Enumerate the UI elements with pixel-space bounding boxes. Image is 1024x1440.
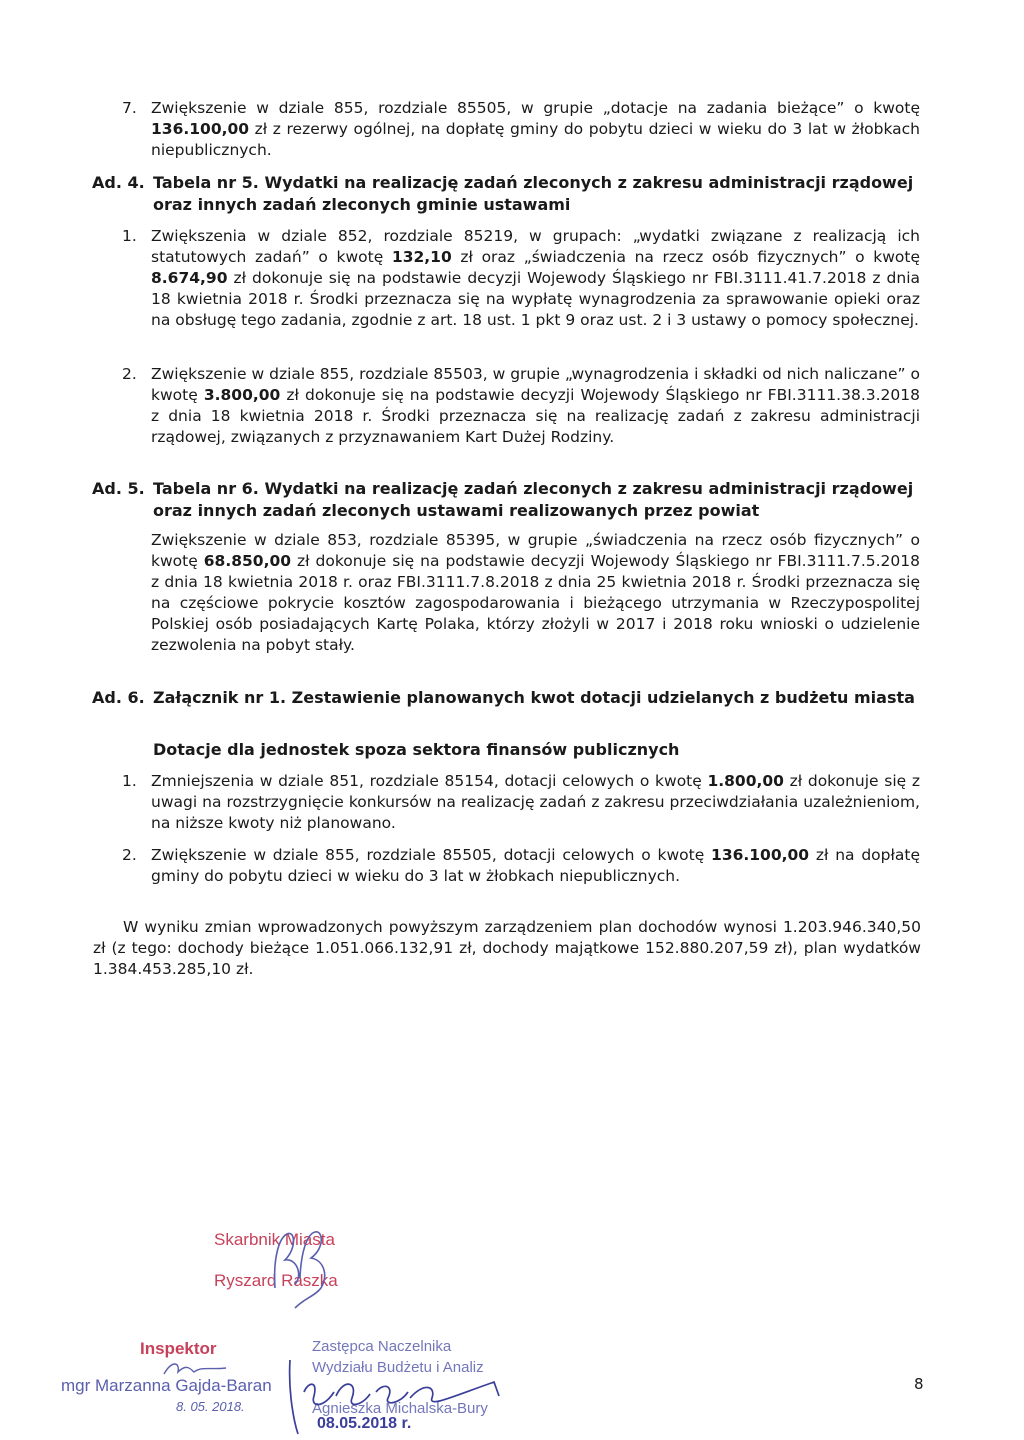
text-part: Zwiększenie w dziale 855, rozdziale 85505, w grupie „dotacje na zadania bieżące” o kwotę — [151, 99, 920, 117]
section-label: Ad. 5. — [92, 479, 145, 498]
inspektor-title: Inspektor — [140, 1339, 217, 1358]
item-text — [151, 98, 920, 161]
skarbnik-signature — [245, 1218, 345, 1314]
ad4-item-2 — [122, 364, 920, 448]
amount: 8.674,90 — [151, 269, 228, 287]
inspektor-date: 8. 05. 2018. — [176, 1399, 245, 1414]
item-text — [151, 226, 920, 331]
item-7 — [122, 98, 920, 161]
section-title: Tabela nr 5. Wydatki na realizację zadań zleconych z zakresu administracji rządowej oraz innych zadań zleconych gminie ustawami — [153, 173, 914, 214]
inspektor-name: mgr Marzanna Gajda-Baran — [61, 1376, 272, 1395]
amount: 136.100,00 — [151, 120, 250, 138]
ad5-paragraph — [151, 530, 920, 656]
text-part: zł dokonuje się na podstawie decyzji Wojewody Śląskiego nr FBI.3111.7.5.2018 z dnia 18 kwietnia 2018 r. oraz FBI.3111.7.8.2018 z dnia 25 kwietnia 2018 r. Środki przeznacza się na częściowe pokrycie kosztów zagospodarowania i bieżącego utrzymania w Rzeczypospolitej Polskiej osób posiadających Kartę Polaka, którzy złożyli w 2017 i 2018 roku wnioski o udzielenie zezwolenia na pobyt stały. — [151, 552, 920, 654]
stamp-line: Zastępca Naczelnika — [312, 1338, 452, 1355]
item-number: 7. — [122, 99, 137, 117]
summary-paragraph: W wyniku zmian wprowadzonych powyższym zarządzeniem plan dochodów wynosi 1.203.946.340,50 zł (z tego: dochody bieżące 1.051.066.132,91 zł, dochody majątkowe 152.880.207,59 zł), plan wydatków 1.384.453.285,10 zł. — [93, 918, 921, 978]
section-heading-ad5 — [92, 478, 922, 522]
text-part: Zmniejszenia w dziale 851, rozdziale 85154, dotacji celowych o kwotę — [151, 772, 708, 790]
ad6-item-2 — [122, 845, 920, 887]
stamp-line: Ryszard Raszka — [214, 1271, 338, 1290]
amount: 132,10 — [391, 248, 452, 266]
amount: 136.100,00 — [711, 846, 810, 864]
section-label: Ad. 6. — [92, 688, 145, 707]
text-part: zł dokonuje się na podstawie decyzji Wojewody Śląskiego nr FBI.3111.38.3.2018 z dnia 18 kwietnia 2018 r. Środki przeznacza się na realizację zadań z zakresu administracji rządowej, związanych z przyznawaniem Kart Dużej Rodziny. — [151, 386, 920, 446]
section-label: Ad. 4. — [92, 173, 145, 192]
text-part: zł dokonuje się z uwagi na rozstrzygnięcie konkursów na realizację zadań z zakresu przeciwdziałania uzależnieniom, na niższe kwoty niż planowano. — [151, 772, 920, 832]
text-part: zł z rezerwy ogólnej, na dopłatę gminy do pobytu dzieci w wieku do 3 lat w żłobkach niepublicznych. — [151, 120, 920, 159]
stamp-line: Skarbnik Miasta — [214, 1230, 335, 1249]
text-part: Zwiększenie w dziale 855, rozdziale 85505, dotacji celowych o kwotę — [151, 846, 712, 864]
amount: 1.800,00 — [707, 772, 784, 790]
item-text — [151, 771, 920, 834]
text-part: zł na dopłatę gminy do pobytu dzieci w wieku do 3 lat w żłobkach niepublicznych. — [151, 846, 920, 885]
zastepca-date: 08.05.2018 r. — [317, 1415, 412, 1432]
text-part: zł dokonuje się na podstawie decyzji Wojewody Śląskiego nr FBI.3111.41.7.2018 z dnia 18 kwietnia 2018 r. Środki przeznacza się na wypłatę wynagrodzenia za sprawowanie opieki oraz na obsługę tego zadania, zgodnie z art. 18 ust. 1 pkt 9 oraz ust. 2 i 3 ustawy o pomocy społecznej. — [151, 269, 920, 329]
item-number: 1. — [122, 227, 137, 245]
section-title: Tabela nr 6. Wydatki na realizację zadań zleconych z zakresu administracji rządowej oraz innych zadań zleconych ustawami realizowanych przez powiat — [153, 479, 914, 520]
item-text — [151, 845, 920, 887]
item-number: 2. — [122, 846, 137, 864]
item-number: 1. — [122, 772, 137, 790]
item-text — [151, 364, 920, 448]
amount: 3.800,00 — [203, 386, 281, 404]
stamp-line: Wydziału Budżetu i Analiz — [312, 1359, 484, 1376]
paragraph-text — [151, 530, 920, 656]
text-part: Zwiększenie w dziale 853, rozdziale 85395, w grupie „świadczenia na rzecz osób fizycznych” o kwotę — [151, 531, 920, 570]
section-title: Załącznik nr 1. Zestawienie planowanych kwot dotacji udzielanych z budżetu miasta — [153, 688, 915, 707]
section-heading-ad6 — [92, 687, 922, 709]
text-part: Zwiększenie w dziale 855, rozdziale 85503, w grupie „wynagrodzenia i składki od nich naliczane” o kwotę — [151, 365, 920, 404]
page-number: 8 — [914, 1375, 924, 1393]
amount: 68.850,00 — [203, 552, 292, 570]
text-part: zł oraz „świadczenia na rzecz osób fizycznych” o kwotę — [451, 248, 920, 266]
stamp-line: Agnieszka Michalska-Bury — [312, 1400, 488, 1417]
ad4-item-1 — [122, 226, 920, 331]
text-part: Zwiększenia w dziale 852, rozdziale 85219, w grupach: „wydatki związane z realizacją ich statutowych zadań” o kwotę — [151, 227, 920, 266]
item-number: 2. — [122, 365, 137, 383]
ad6-item-1 — [122, 771, 920, 834]
section-subtitle: Dotacje dla jednostek spoza sektora finansów publicznych — [153, 740, 680, 759]
section-heading-ad4 — [92, 172, 922, 216]
